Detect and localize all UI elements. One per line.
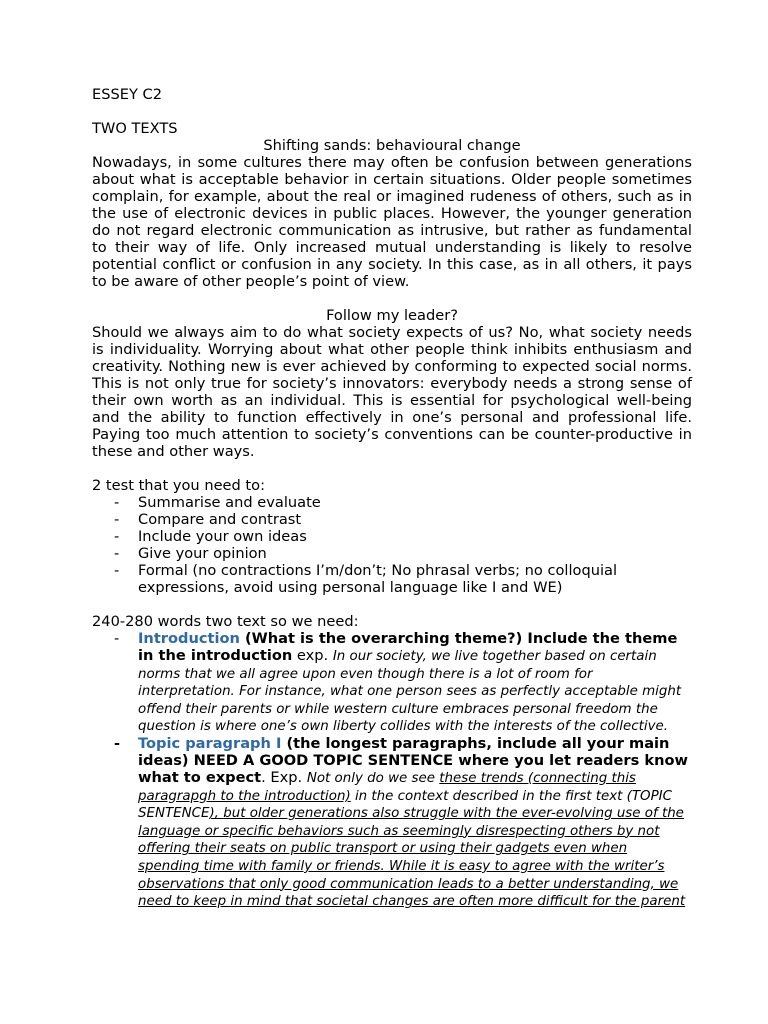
- introduction-item: [92, 630, 692, 735]
- list-item: [92, 562, 692, 596]
- text2-body: Should we always aim to do what society expects of us? No, what society needs is individuality. Worrying about what other people think inhibits enthusiasm and creativity. Nothing new is ever achieved by conforming to expected social norms. This is not only true for society’s innovators: everybody needs a strong sense of their own worth as an individual. This is essential for psychological well-being and the ability to function effectively in one’s personal and professional life. Paying too much attention to society’s conventions can be counter-productive in these and other ways.: [92, 324, 692, 460]
- introduction-instructions: (What is the overarching theme?) Include the theme in the introduction: [138, 630, 678, 664]
- structure-intro: 240-280 words two text so we need:: [92, 613, 359, 630]
- task-text: Give your opinion: [138, 545, 267, 562]
- topic-instructions: (the longest paragraphs, include all your main ideas) NEED A GOOD TOPIC SENTENCE where you let readers know what to expect: [138, 734, 688, 786]
- task-text: Formal (no contractions I’m/don’t; No phrasal verbs; no colloquial expressions, avoid using personal language like I and WE): [138, 562, 618, 596]
- task-text: Include your own ideas: [138, 528, 307, 545]
- structure-list: [92, 630, 692, 910]
- dash-marker: -: [114, 511, 120, 528]
- text1-heading: Shifting sands: behavioural change: [263, 137, 521, 154]
- tasks-intro: 2 test that you need to:: [92, 477, 265, 494]
- list-item: [92, 511, 692, 528]
- introduction-exp: exp.: [292, 647, 333, 664]
- introduction-example: In our society, we live together based on certain norms that we all agree upon even though there is a lot of room for interpretation. For instance, what one person sees as perfectly acceptable might offend their parents or while western culture embraces personal freedom the question is where one’s own liberty collides with the interests of the collective.: [138, 649, 682, 735]
- topic-example-c: in the context described in the first text (TOPIC SENTENCE: [138, 788, 672, 822]
- document-subtitle: TWO TEXTS: [92, 120, 178, 137]
- introduction-label: Introduction: [138, 630, 240, 647]
- dash-marker: -: [114, 562, 120, 579]
- topic-example-e: but older generations also struggle with the ever-evolving use of the language or specific behaviors such as seemingly disrespecting others by not offering their seats on public transport or using their gadgets even when spending time with family or friends. While it is easy to agree with the writer’s observations that only good communication leads to a better understanding, we need to keep in mind that societal changes are often more difficult for the parent: [138, 806, 686, 910]
- task-text: Compare and contrast: [138, 511, 302, 528]
- list-item: [92, 528, 692, 545]
- document-body: [92, 86, 692, 910]
- tasks-list: [92, 494, 692, 596]
- topic-item: [92, 735, 692, 910]
- dash-marker: -: [114, 545, 120, 562]
- dash-marker: -: [114, 630, 120, 647]
- topic-example-d: ),: [209, 806, 224, 822]
- document-title: ESSEY C2: [92, 86, 162, 103]
- topic-label: Topic paragraph I: [138, 734, 282, 752]
- topic-exp: . Exp.: [261, 768, 307, 786]
- list-item: [92, 545, 692, 562]
- list-item: [92, 494, 692, 511]
- text1-body: Nowadays, in some cultures there may often be confusion between generations about what is acceptable behavior in certain situations. Older people sometimes complain, for example, about the real or imagined rudeness of others, such as in the use of electronic devices in public places. However, the younger generation do not regard electronic communication as intrusive, but rather as fundamental to their way of life. Only increased mutual understanding is likely to resolve potential conflict or confusion in any society. In this case, as in all others, it pays to be aware of other people’s point of view.: [92, 154, 692, 290]
- topic-example-a: Not only do we see: [306, 770, 440, 786]
- dash-marker: -: [114, 734, 121, 752]
- dash-marker: -: [114, 494, 120, 511]
- dash-marker: -: [114, 528, 120, 545]
- text2-heading: Follow my leader?: [326, 307, 458, 324]
- topic-example-b: these trends (connecting this paragrapgh to the introduction): [138, 770, 636, 804]
- task-text: Summarise and evaluate: [138, 494, 321, 511]
